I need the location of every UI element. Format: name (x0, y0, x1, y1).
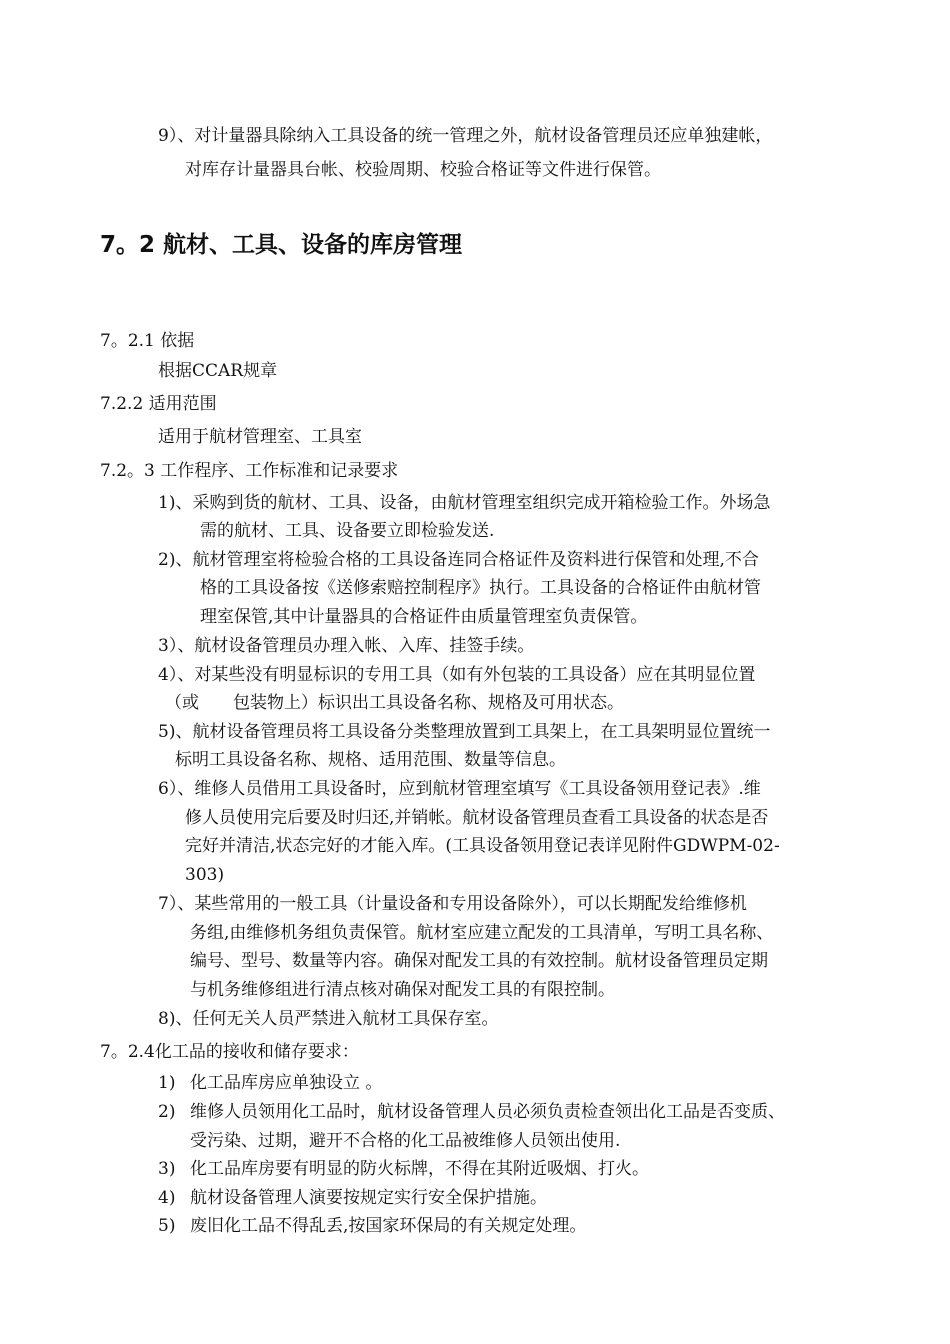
chemical-item-3-line-1: 化工品库房要有明显的防火标牌，不得在其附近吸烟、打火。 (190, 1159, 649, 1179)
chemical-item-2-line-1: 维修人员领用化工品时，航材设备管理人员必须负责检查领出化工品是否变质、 (190, 1102, 785, 1122)
chemical-item-5-number: 5) (158, 1216, 176, 1236)
intro-item-line-2: 对库存计量器具台帐、校验周期、校验合格证等文件进行保管。 (185, 160, 661, 180)
chemical-item-2-number: 2) (158, 1102, 176, 1122)
chemical-item-2-line-2: 受污染、过期，避开不合格的化工品被维修人员领出使用. (190, 1131, 621, 1151)
chemical-item-4-number: 4) (158, 1188, 176, 1208)
procedure-item-6-line-3: 完好并清洁,状态完好的才能入库。(工具设备领用登记表详见附件GDWPM-02- (185, 836, 780, 856)
procedure-item-4-line-1: 4）、对某些没有明显标识的专用工具（如有外包装的工具设备）应在其明显位置 (158, 665, 756, 685)
procedure-item-8-line-1: 8)、任何无关人员严禁进入航材工具保存室。 (158, 1009, 499, 1029)
procedure-item-5-line-1: 5)、航材设备管理员将工具设备分类整理放置到工具架上，在工具架明显位置统一 (158, 722, 771, 742)
subsection-body-7-2-1: 根据CCAR规章 (158, 361, 278, 381)
subsection-body-7-2-2: 适用于航材管理室、工具室 (158, 427, 362, 447)
section-heading: 7。2 航材、工具、设备的库房管理 (100, 232, 463, 258)
procedure-item-6-line-2: 修人员使用完后要及时归还,并销帐。航材设备管理员查看工具设备的状态是否 (185, 808, 769, 828)
chemical-item-3-number: 3) (158, 1159, 176, 1179)
procedure-item-5-line-2: 标明工具设备名称、规格、适用范围、数量等信息。 (175, 750, 566, 770)
procedure-item-1-line-1: 1)、采购到货的航材、工具、设备，由航材管理室组织完成开箱检验工作。外场急 (158, 493, 771, 513)
chemical-item-1-number: 1) (158, 1073, 176, 1093)
procedure-item-6-line-1: 6）、维修人员借用工具设备时，应到航材管理室填写《工具设备领用登记表》.维 (158, 779, 761, 799)
procedure-item-2-line-1: 2)、航材管理室将检验合格的工具设备连同合格证件及资料进行保管和处理,不合 (158, 550, 759, 570)
subsection-heading-7-2-4: 7。2.4化工品的接收和储存要求： (100, 1042, 359, 1062)
procedure-item-2-line-2: 格的工具设备按《送修索赔控制程序》执行。工具设备的合格证件由航材管 (200, 578, 761, 598)
procedure-item-1-line-2: 需的航材、工具、设备要立即检验发送. (200, 521, 495, 541)
subsection-heading-7-2-2: 7.2.2 适用范围 (100, 394, 217, 414)
procedure-item-3-line-1: 3）、航材设备管理员办理入帐、入库、挂签手续。 (158, 636, 535, 656)
procedure-item-7-line-2: 务组,由维修机务组负责保管。航材室应建立配发的工具清单，写明工具名称、 (190, 923, 774, 943)
chemical-item-5-line-1: 废旧化工品不得乱丢,按国家环保局的有关规定处理。 (190, 1216, 587, 1236)
intro-item-line-1: 9）、对计量器具除纳入工具设备的统一管理之外，航材设备管理员还应单独建帐， (158, 126, 773, 146)
procedure-item-7-line-3: 编号、型号、数量等内容。确保对配发工具的有效控制。航材设备管理员定期 (190, 951, 768, 971)
chemical-item-4-line-1: 航材设备管理人演要按规定实行安全保护措施。 (190, 1188, 547, 1208)
procedure-item-6-line-4: 303) (185, 865, 225, 885)
procedure-item-7-line-1: 7）、某些常用的一般工具（计量设备和专用设备除外），可以长期配发给维修机 (158, 894, 747, 914)
chemical-item-1-line-1: 化工品库房应单独设立 。 (190, 1073, 383, 1093)
subsection-heading-7-2-1: 7。2.1 依据 (100, 331, 195, 351)
subsection-heading-7-2-3: 7.2。3 工作程序、工作标准和记录要求 (100, 461, 399, 481)
procedure-item-7-line-4: 与机务维修组进行清点核对确保对配发工具的有限控制。 (190, 980, 615, 1000)
procedure-item-2-line-3: 理室保管,其中计量器具的合格证件由质量管理室负责保管。 (200, 607, 648, 627)
procedure-item-4-line-2: （或 包装物上）标识出工具设备名称、规格及可用状态。 (165, 693, 624, 713)
